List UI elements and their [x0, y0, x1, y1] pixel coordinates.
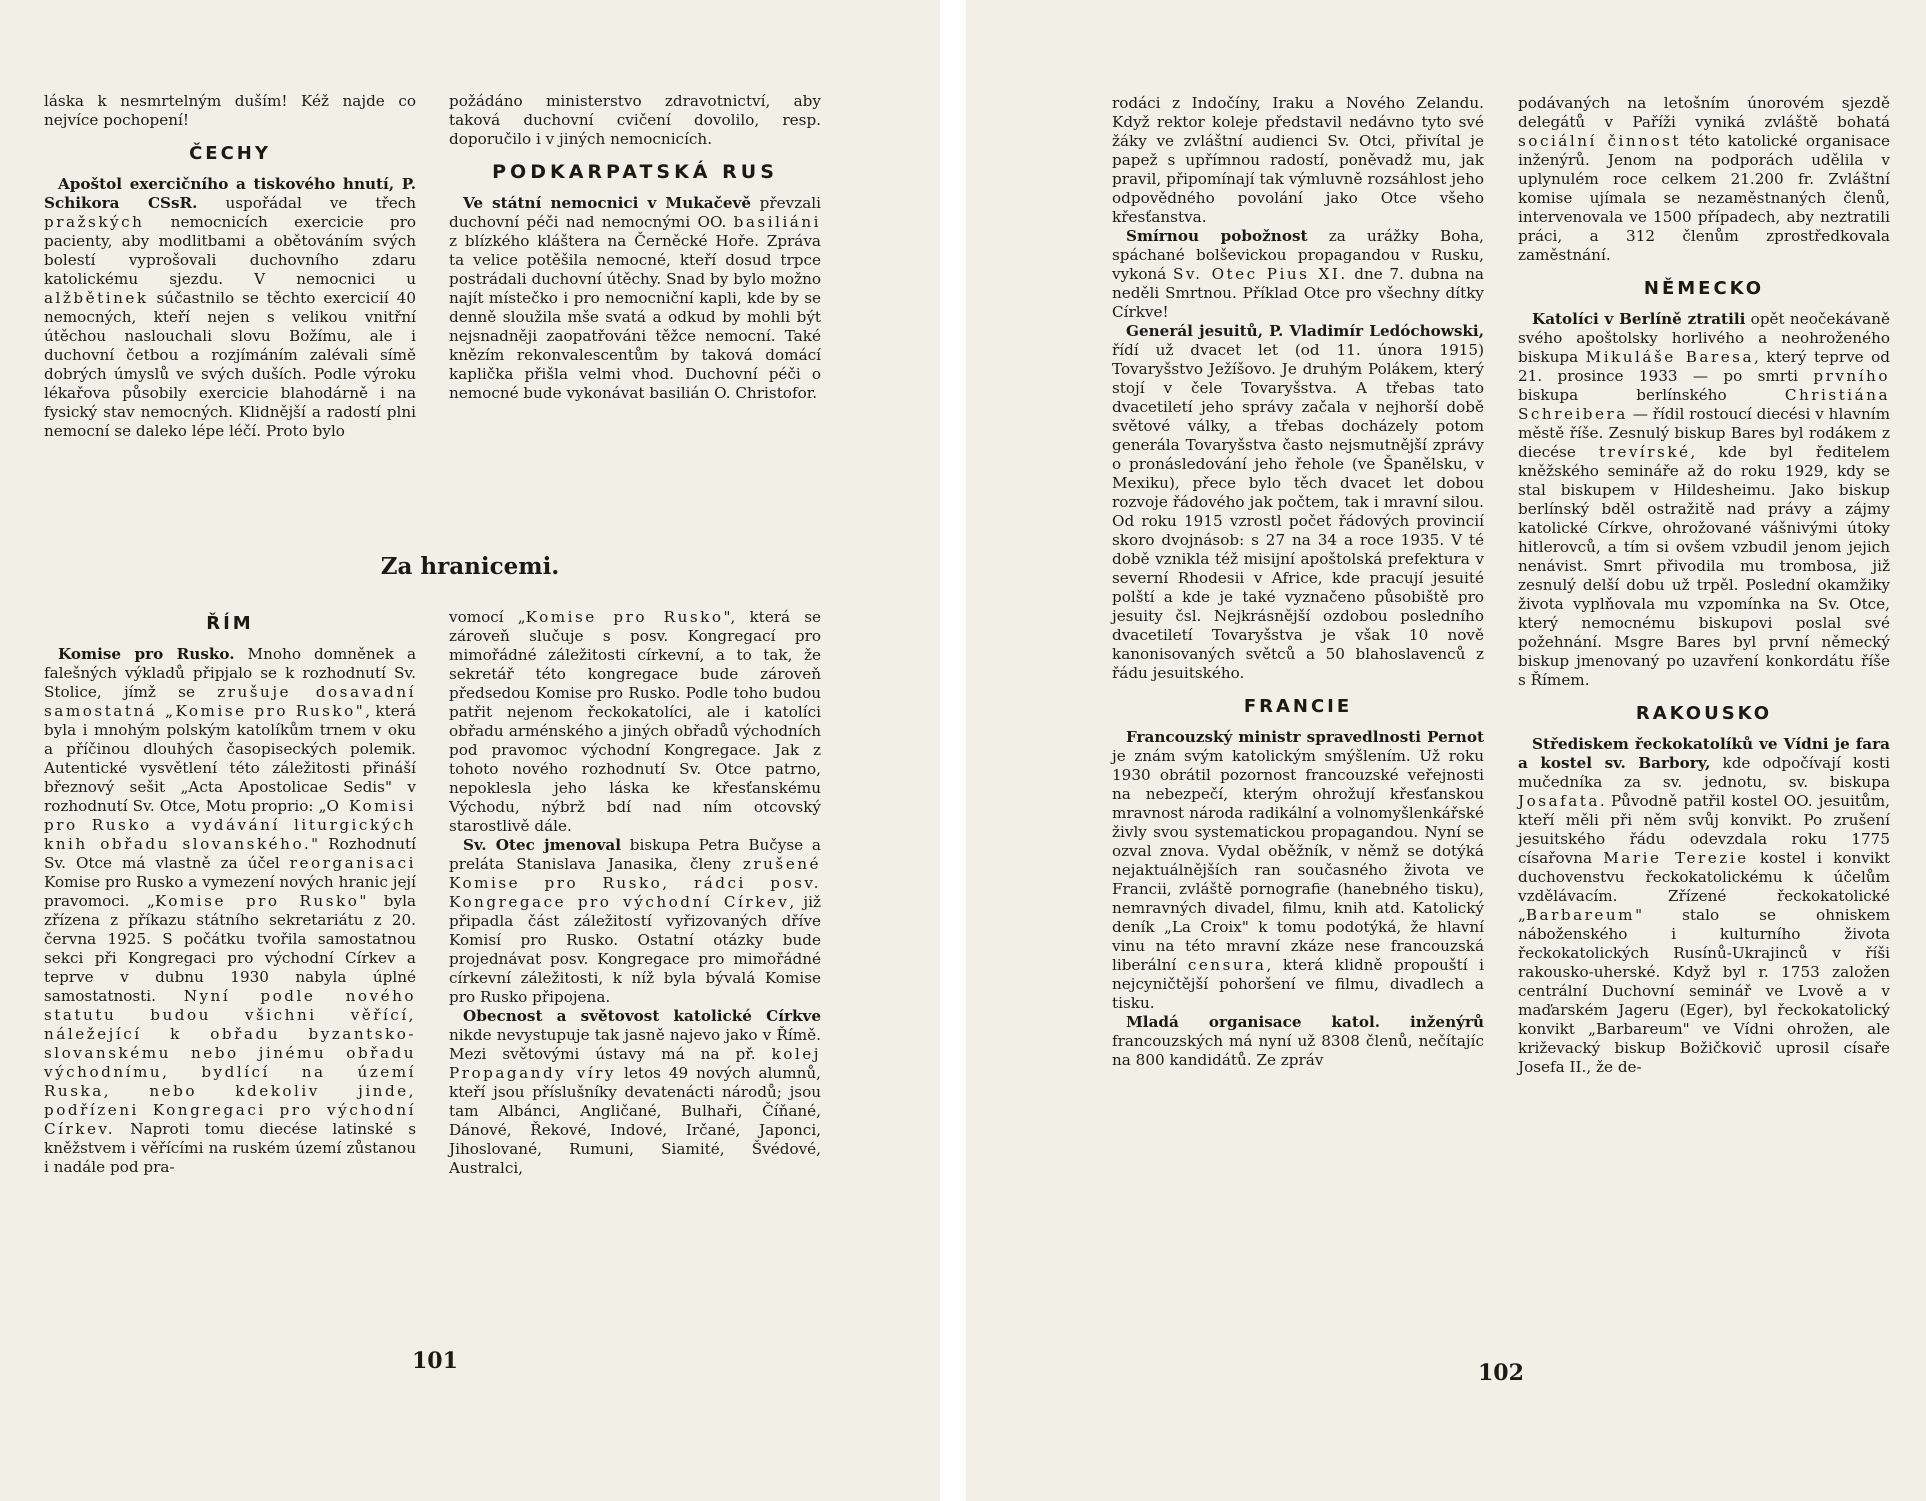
- lead-text: Ve státní nemocnici v Mukačevě: [463, 194, 752, 212]
- paragraph: Katolíci v Berlíně ztratili opět neočekávaně svého apoštolsky horlivého a neohroženého biskupa Mikuláše Baresa, který teprve od 21. prosince 1933 — po smrti prvního biskupa berlínského Christiána Schreibera — řídil rostoucí diecési v hlavním městě říše. Zesnulý biskup Bares byl rodákem z diecése trevírské, kde byl ředitelem kněžského semináře až do roku 1929, kdy se stal biskupem v Hildesheimu. Jako biskup berlínský bděl ostražitě nad právy a zájmy katolické Církve, ohrožované vášnivými útoky hitlerovců, a tím si ovšem vzbudil jenom jejich nenávist. Smrt přivodila mu trombosa, již zesnulý delší dobu už trpěl. Poslední okamžiky života vyplňovala mu vzpomínka na Sv. Otce, který nemocnému biskupovi poslal své požehnání. Msgre Bares byl první německý biskup jmenovaný po uzavření konkordátu říše s Římem.: [1518, 310, 1891, 689]
- lead-text: Sv. Otec jmenoval: [463, 836, 621, 854]
- paragraph: Smírnou pobožnost za urážky Boha, spáchané bolševickou propagandou v Rusku, vykoná Sv. Otec Pius XI. dne 7. dubna na neděli Smrtnou. Příklad Otce pro všechny dítky Církve!: [1112, 227, 1484, 321]
- lead-text: Obecnost a světovost katolické Církve: [463, 1007, 821, 1025]
- paragraph: požádáno ministerstvo zdravotnictví, aby taková duchovní cvičení dovolilo, resp. doporučilo i v jiných nemocnicích.: [449, 92, 821, 148]
- section-heading-francie: FRANCIE: [1243, 696, 1353, 717]
- left-col1-bottom: [44, 600, 416, 1177]
- paragraph: Komise pro Rusko. Mnoho domněnek a falešných výkladů připjalo se k rozhodnutí Sv. Stolice, jímž se zrušuje dosavadní samostatná „Komise pro Rusko", která byla i mnohým polským katolíkům trnem v oku a příčinou dlouhých časopiseckých polemik. Autentické vysvětlení této záležitosti přináší březnový sešit „Acta Apostolicae Sedis" v rozhodnutí Sv. Otce, Motu proprio: „O Komisi pro Rusko a vydávání liturgických knih obřadu slovanského." Rozhodnutí Sv. Otce má vlastně za účel reorganisaci Komise pro Rusko a vymezení nových hranic její pravomoci. „Komise pro Rusko" byla zřízena z příkazu státního sekretariátu z 20. června 1925. S počátku tvořila samostatnou sekci při Kongregaci pro východní Církev a teprve v dubnu 1930 nabyla úplné samostatnosti. Nyní podle nového statutu budou všichni věřící, náležející k obřadu byzantsko-slovanskému nebo jinému obřadu východnímu, bydlící na území Ruska, nebo kdekoliv jinde, podřízeni Kongregaci pro východní Církev. Naproti tomu diecése latinské s kněžstvem i věřícími na ruském území zůstanou i nadále pod pra-: [44, 645, 417, 1176]
- lead-text: Apoštol exercičního a tiskového hnutí, P. Schikora CSsR.: [44, 175, 416, 212]
- right-col2: [1518, 94, 1890, 1077]
- paragraph: Mladá organisace katol. inženýrů francouzských má nyní už 8308 členů, nečítajíc na 800 kandidátů. Ze zpráv: [1112, 1013, 1484, 1069]
- paragraph: láska k nesmrtelným duším! Kéž najde co nejvíce pochopení!: [44, 92, 416, 129]
- lead-text: Generál jesuitů, P. Vladimír Ledóchowski,: [1126, 322, 1484, 340]
- paragraph: podávaných na letošním únorovém sjezdě delegátů v Paříži vyniká zvláště bohatá sociální činnost této katolické organisace inženýrů. Jenom na podporách udělila v uplynulém roce celkem 21.200 fr. Zvláštní komise ujímala se nezaměstnaných členů, intervenovala ve 1500 případech, aby neztratili práci, a 312 členům zprostředkovala zaměstnání.: [1518, 94, 1890, 264]
- section-heading-podkarpatska-rus: PODKARPATSKÁ RUS: [492, 161, 778, 183]
- paragraph: Obecnost a světovost katolické Církve nikde nevystupuje tak jasně najevo jako v Římě. Mezi světovými ústavy má na př. kolej Propagandy víry letos 49 nových alumnů, kteří jsou příslušníky devatenácti národů; jsou tam Albánci, Angličané, Bulhaři, Číňané, Dánové, Řekové, Indové, Irčané, Japonci, Jihoslované, Rumuni, Siamité, Švédové, Australci,: [449, 1007, 821, 1177]
- paragraph: Generál jesuitů, P. Vladimír Ledóchowski, řídí už dvacet let (od 11. února 1915) Tovaryšstvo Ježíšovo. Je druhým Polákem, který stojí v čele Tovaryšstva. A třebas tato dvacetiletí jeho správy začala v nejhorší době světové války, a třebas docházely potom generála Tovaryšstva často nejsmutnější zprávy o pronásledování jeho řeholе (ve Španělsku, v Mexiku), přece bylo těch dvacet let dobou rozvoje řádového jak počtem, tak i mravní silou. Od roku 1915 vzrostl počet řádových provincií skoro dvojnásob: s 27 na 34 a roce 1935. V té době vznikla též misijní apoštolská prefektura v severní Rhodesii v Africe, kde pracují jesuité polští a kde je také vyznačeno působiště pro jesuity čsl. Nejkrásnější ozdobou posledního dvacetiletí Tovaryšstva je však 10 nově kanonisovaných světců a 50 blahoslavenců z řádu jesuitského.: [1112, 322, 1484, 682]
- left-col2-top: [449, 92, 821, 403]
- paragraph: Střediskem řeckokatolíků ve Vídni je fara a kostel sv. Barbory, kde odpočívají kosti mučedníka za sv. jednotu, sv. biskupa Josafata. Původně patřil kostel OO. jesuitům, kteří měli při něm svůj konvikt. Po zrušení jesuitského řádu odevzdala roku 1775 císařovna Marie Terezie kostel i konvikt duchovenstvu řeckokatolickému k účelům vzdělávacím. Zřízené řeckokatolické „Barbareum" stalo se ohniskem náboženského i kulturního života řeckokatolických Rusínů-Ukrajinců v říši rakousko-uherské. Když byl r. 1753 založen centrální Duchovní seminář ve Lvově a v maďarském Jageru (Eger), byl řeckokatolický konvikt „Barbareum" ve Vídni ohrožen, ale križevacký biskup Božičkovič uprosil císaře Josefa II., že de-: [1518, 735, 1890, 1076]
- lead-text: Střediskem řeckokatolíků ve Vídni je fara a kostel sv. Barbory,: [1518, 735, 1890, 772]
- page-number: 101: [412, 1348, 458, 1374]
- paragraph: Apoštol exercičního a tiskového hnutí, P. Schikora CSsR. uspořádal ve třech pražských nemocnicích exercicie pro pacienty, aby modlitbami a obětováním svých bolestí vyprošovali duchovního zdaru katolickému sjezdu. V nemocnici u alžbětinek súčastnilo se těchto exercicií 40 nemocných, kteří nejen s velikou vnitřní útěchou naslouchali slovu Božímu, ale i duchovní četbou a rozjímáním zalévali símě dobrých úmyslů ve svých duších. Podle výroku lékařova působily exercicie blahodárně i na fysický stav nemocných. Klidnější a radostí plni nemocní se daleko lépe léčí. Proto bylo: [44, 175, 416, 440]
- right-col1: [1112, 94, 1484, 1070]
- left-col2-bottom: [449, 608, 821, 1178]
- section-heading-nemecko: NĚMECKO: [1643, 278, 1765, 299]
- right-page: [966, 0, 1926, 1501]
- lead-text: Smírnou pobožnost: [1126, 227, 1308, 245]
- paragraph: vomocí „Komise pro Rusko", která se zároveň slučuje s posv. Kongregací pro mimořádné záležitosti církevní, a to tak, že sekretář této kongregace bude zároveň předsedou Komise pro Rusko. Podle toho budou patřit nejenom řeckokatolíci, ale i katolíci obřadu arménského a jiných obřadů východních pod pravomoc východní Kongregace. Jak z tohoto nového rozhodnutí Sv. Otce patrno, nepoklesla jeho láska ke křesťanskému Východu, nýbrž bdí nad ním otcovský starostlivě dále.: [449, 608, 822, 835]
- page-gutter: [940, 0, 966, 1501]
- lead-text: Mladá organisace katol. inženýrů: [1126, 1013, 1484, 1031]
- section-heading-rim: ŘÍM: [206, 613, 254, 634]
- paragraph: Ve státní nemocnici v Mukačevě převzali duchovní péči nad nemocnými OO. basiliáni z blízkého kláštera na Černěcké Hoře. Zpráva ta velice potěšila nemocné, kteří dosud trpce postrádali duchovní útěchy. Snad by bylo možno najít místečko i pro nemocniční kapli, kde by se denně sloužila mše svatá a odkud by mohli být nejsnadněji zaopatřováni těžce nemocní. Také knězím rekonvalescentům by taková domácí kaplička přišla velmi vhod. Duchovní péči o nemocné bude vykonávat basilián O. Christofor.: [449, 194, 821, 402]
- paragraph: rodáci z Indočíny, Iraku a Nového Zelandu. Když rektor koleje představil nedávno tyto své žáky ve zvláštní audienci Sv. Otci, přivítal je papež s upřímnou radostí, poněvadž mu, jak pravil, připomínají tak výmluvně rozsáhlost jeho odpovědného povolání jako Otce všeho křesťanstva.: [1112, 94, 1484, 226]
- paragraph: Francouzský ministr spravedlnosti Pernot je znám svým katolickým smýšlením. Už roku 1930 obrátil pozornost francouzské veřejnosti na nebezpečí, kterým ohrožují křesťanskou mravnost národa radikální a volnomyšlenkářské živly svou systematickou propagandou. Nyní se ozval znova. Vydal oběžník, v němž se dotýká nejaktuálnějších ran současného života ve Francii, zvláště pornografie (hanebného tisku), nemravných divadel, filmu, knih atd. Katolický deník „La Croix" k tomu podotýká, že hlavní vinu na této mravní zkáze nese francouzská liberální censura, která klidně propouští i nejcyničtější pohoršení ve filmu, divadlech a tisku.: [1112, 728, 1484, 1012]
- lead-text: Francouzský ministr spravedlnosti Pernot: [1126, 728, 1484, 746]
- section-heading-rakousko: RAKOUSKO: [1635, 703, 1773, 724]
- lead-text: Katolíci v Berlíně ztratili: [1532, 310, 1746, 328]
- section-title: Za hranicemi.: [380, 553, 560, 580]
- lead-text: Komise pro Rusko.: [58, 645, 235, 663]
- section-heading-cechy: ČECHY: [189, 143, 271, 164]
- paragraph: Sv. Otec jmenoval biskupa Petra Bučyse a preláta Stanislava Janasika, členy zrušené Komise pro Rusko, rádci posv. Kongregace pro východní Církev, již připadla část záležitostí vyřizovaných dříve Komisí pro Rusko. Ostatní otázky bude projednávat posv. Kongregace pro mimořádné církevní záležitosti, k níž byla bývalá Komise pro Rusko připojena.: [449, 836, 821, 1006]
- left-col1-top: [44, 92, 416, 441]
- left-page: [0, 0, 940, 1501]
- page-number: 102: [1478, 1360, 1524, 1386]
